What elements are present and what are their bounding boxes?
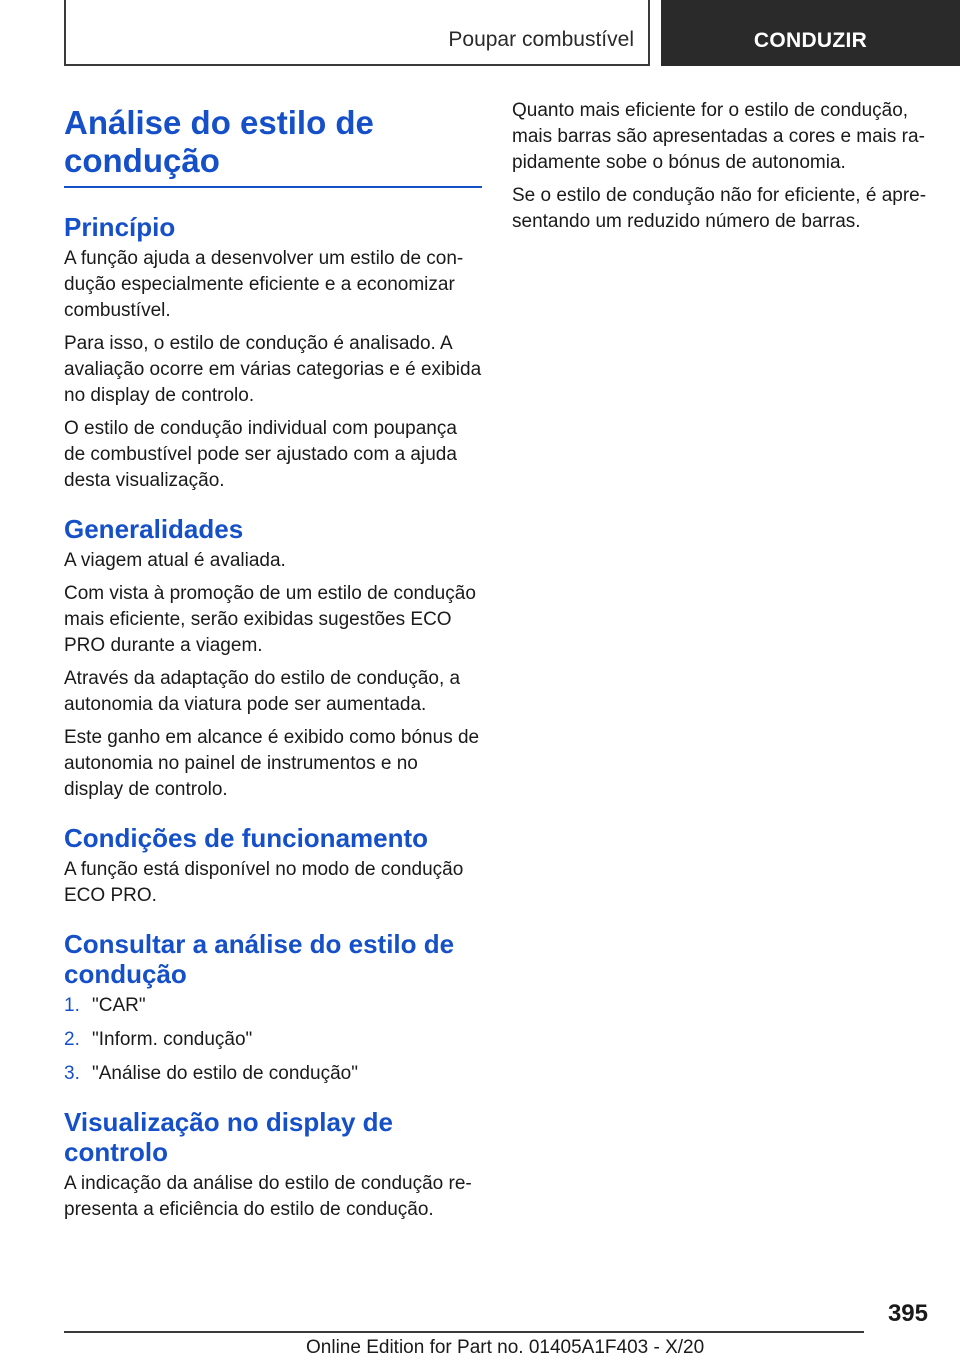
section-title-principio: Princípio bbox=[64, 212, 176, 242]
paragraph: A indicação da análise do estilo de condução re-presenta a eficiência do estilo de condução. bbox=[64, 1173, 472, 1220]
paragraph: Se o estilo de condução não for eficiente, é apre-sentando um reduzido número de barras. bbox=[512, 185, 927, 232]
paragraph: A função está disponível no modo de condução ECO PRO. bbox=[64, 859, 464, 906]
section-title-visualizacao: Visualização no display de controlo bbox=[64, 1107, 393, 1167]
step-text: "CAR" bbox=[92, 995, 146, 1016]
paragraph: O estilo de condução individual com poupança de combustível pode ser ajustado com a ajuda desta visualização. bbox=[64, 418, 457, 491]
paragraph: Através da adaptação do estilo de condução, a autonomia da viatura pode ser aumentada. bbox=[64, 668, 461, 715]
paragraph: Quanto mais eficiente for o estilo de condução, mais barras são apresentadas a cores e mais ra-pidamente sobe o bónus de autonomia. bbox=[512, 100, 925, 173]
page-title: Análise do estilo de condução bbox=[64, 104, 482, 188]
step-item bbox=[64, 1027, 482, 1053]
section-title-generalidades: Generalidades bbox=[64, 514, 244, 544]
step-item bbox=[64, 993, 482, 1019]
footer-divider bbox=[64, 1331, 864, 1333]
paragraph: Para isso, o estilo de condução é analisado. A avaliação ocorre em várias categorias e é exibida no display de controlo. bbox=[64, 333, 482, 406]
section-visualizacao bbox=[64, 1107, 482, 1223]
left-column bbox=[64, 104, 482, 1243]
footer-edition-text: Online Edition for Part no. 01405A1F403 - X/20 bbox=[306, 1337, 705, 1358]
header-section-box bbox=[64, 0, 650, 66]
section-consultar bbox=[64, 929, 482, 1087]
section-title-consultar: Consultar a análise do estilo de condução bbox=[64, 929, 455, 989]
section-generalidades bbox=[64, 514, 482, 803]
steps-list bbox=[64, 993, 482, 1087]
step-text: "Inform. condução" bbox=[92, 1029, 253, 1050]
section-condicoes bbox=[64, 823, 482, 909]
step-number: 1. bbox=[64, 995, 80, 1016]
step-number: 2. bbox=[64, 1029, 80, 1050]
step-text: "Análise do estilo de condução" bbox=[92, 1063, 358, 1084]
chapter-tab[interactable]: CONDUZIR bbox=[661, 0, 960, 66]
paragraph: A viagem atual é avaliada. bbox=[64, 550, 286, 571]
step-item bbox=[64, 1061, 482, 1087]
section-principio bbox=[64, 212, 482, 494]
page-number: 395 bbox=[887, 1300, 928, 1327]
right-column bbox=[512, 98, 930, 242]
section-title-condicoes: Condições de funcionamento bbox=[64, 823, 429, 853]
paragraph: Com vista à promoção de um estilo de condução mais eficiente, serão exibidas sugestões ECO PRO durante a viagem. bbox=[64, 583, 476, 656]
paragraph: Este ganho em alcance é exibido como bónus de autonomia no painel de instrumentos e no display de controlo. bbox=[64, 727, 480, 800]
header-section-title: Poupar combustível bbox=[448, 28, 634, 51]
paragraph: A função ajuda a desenvolver um estilo de con-dução especialmente eficiente e a economizar combustível. bbox=[64, 248, 464, 321]
step-number: 3. bbox=[64, 1063, 80, 1084]
